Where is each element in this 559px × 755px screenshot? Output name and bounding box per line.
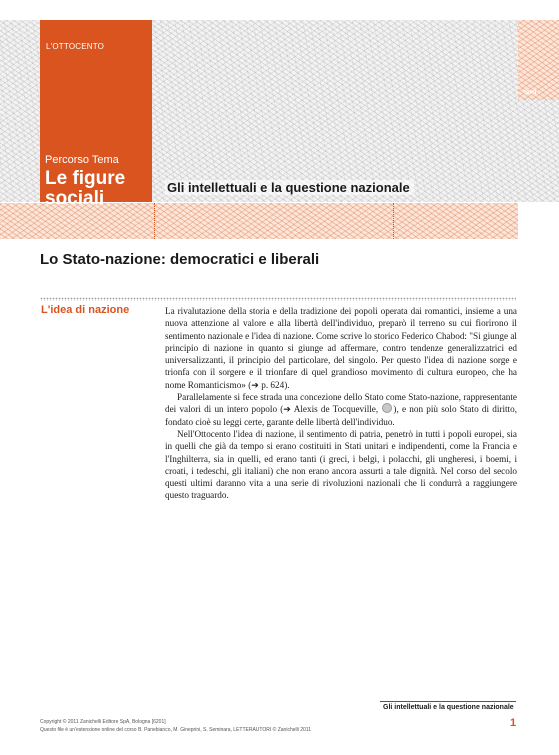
side-tab xyxy=(518,20,559,100)
side-tab-label: temi xyxy=(524,90,537,96)
page-title-line1: Le figure xyxy=(45,168,126,189)
side-title: L'idea di nazione xyxy=(41,304,130,316)
paragraph-1: La rivalutazione della storia e della tradizione dei popoli operata dai romantici, insieme a una nuova attenzione al valore e alla libertà dell'individuo, preparò il terreno su cui fiorirono il sentimento nazionale e l'idea di nazione. Come scrive lo storico Federico Chabod: "Si giunge al principio di nazione in quanto si giunge ad affermare, contro tendenze generalizzatrici ed universalizzanti, il principio del particolare, del singolo. Per questo l'idea di nazione sorge e trionfa con il sorgere e il trionfare di quel grandioso movimento di cultura europeo, che ha nome Romanticismo» (➔ p. 624). xyxy=(165,306,517,390)
paragraph-2-after: ), e non più solo Stato di diritto, fondato cioè su leggi certe, garante delle libertà dell'individuo. xyxy=(165,404,517,427)
dotted-divider xyxy=(40,297,516,301)
decorative-dotted-rule xyxy=(393,203,394,239)
century-label: L'OTTOCENTO xyxy=(46,42,105,51)
paragraph-2 xyxy=(165,391,517,428)
footer-rule xyxy=(380,701,516,702)
page-title xyxy=(45,169,125,209)
copyright-notice xyxy=(40,718,311,734)
copyright-line-2: Questo file è un'estensione online del corso B. Panebianco, M. Gineprini, S. Seminara, LETTERAUTORI © Zanichelli 2011 xyxy=(40,727,311,733)
footer-running-title: Gli intellettuali e la questione nazionale xyxy=(383,704,514,711)
copyright-line-1: Copyright © 2011 Zanichelli Editore SpA, Bologna [6201] xyxy=(40,719,166,725)
percorso-label: Percorso Tema xyxy=(45,154,119,166)
page-title-line2: sociali xyxy=(45,188,105,209)
paragraph-3: Nell'Ottocento l'idea di nazione, il sentimento di patria, penetrò in tutti i popoli europei, sia in quelli che già da tempo si erano costituiti in Stati unitari e indipendenti, come la Francia e l'Inghilterra, sia in quelli, ed erano tanti (i greci, i belgi, i polacchi, gli ungheresi, i boemi, i croati, i tedeschi, gli italiani) che non erano ancora assurti a tale dignità. Nel corso del secolo questi ultimi daranno vita a una serie di rivoluzioni nazionali che li condurrà a raggiungere questo traguardo. xyxy=(165,428,517,501)
page-number: 1 xyxy=(510,717,517,729)
section-heading: Lo Stato-nazione: democratici e liberali xyxy=(40,251,320,268)
body-text xyxy=(165,305,517,502)
page-subtitle: Gli intellettuali e la questione nazionale xyxy=(165,180,414,195)
decorative-dotted-rule xyxy=(154,203,155,239)
paragraph-2-before: Parallelamente si fece strada una concezione dello Stato come Stato-nazione, rappresentante dei valori di un intero popolo (➔ Alexis de Tocqueville, xyxy=(165,392,517,415)
audio-reference-icon[interactable] xyxy=(382,403,392,413)
